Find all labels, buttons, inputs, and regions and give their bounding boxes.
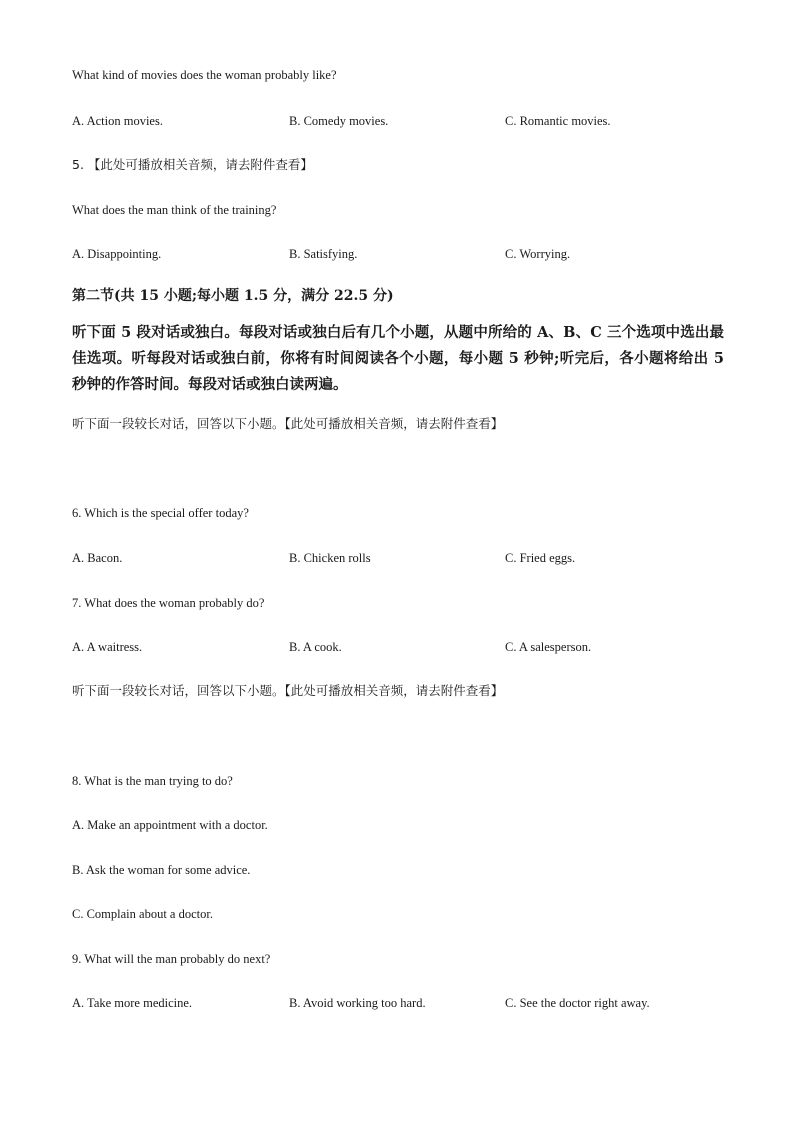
dialogue-intro-2: 听下面一段较长对话，回答以下小题。【此处可播放相关音频，请去附件查看】	[72, 683, 504, 698]
q8-question: 8. What is the man trying to do?	[72, 774, 233, 788]
q6-question: 6. Which is the special offer today?	[72, 506, 249, 520]
q4-option-b: B. Comedy movies.	[289, 114, 389, 128]
q8-option-a: A. Make an appointment with a doctor.	[72, 818, 268, 832]
q5-audio-note: 5. 【此处可播放相关音频，请去附件查看】	[72, 157, 313, 172]
q8-option-c: C. Complain about a doctor.	[72, 907, 213, 921]
q4-option-a: A. Action movies.	[72, 114, 163, 128]
q5-option-b: B. Satisfying.	[289, 247, 358, 261]
q9-option-a: A. Take more medicine.	[72, 996, 193, 1010]
section-instructions: 听下面 5 段对话或独白。每段对话或独白后有几个小题，从题中所给的 A、B、C 三个选项中选出最佳选项。听每段对话或独白前，你将有时间阅读各个小题，每小题 5 秒钟;听完后，各小题将给出 5 秒钟的作答时间。每段对话或独白读两遍。	[72, 324, 724, 393]
q6-option-b: B. Chicken rolls	[289, 551, 371, 565]
q4-question: What kind of movies does the woman probably like?	[72, 68, 337, 82]
q7-option-c: C. A salesperson.	[505, 640, 592, 654]
q6-option-c: C. Fried eggs.	[505, 551, 576, 565]
q6-option-a: A. Bacon.	[72, 551, 123, 565]
q7-option-b: B. A cook.	[289, 640, 342, 654]
dialogue-intro-1: 听下面一段较长对话，回答以下小题。【此处可播放相关音频，请去附件查看】	[72, 416, 504, 431]
section-title: 第二节(共 15 小题;每小题 1.5 分，满分 22.5 分)	[72, 288, 394, 304]
q4-option-c: C. Romantic movies.	[505, 114, 611, 128]
q8-option-b: B. Ask the woman for some advice.	[72, 863, 251, 877]
q9-question: 9. What will the man probably do next?	[72, 952, 271, 966]
q5-option-a: A. Disappointing.	[72, 247, 162, 261]
q7-option-a: A. A waitress.	[72, 640, 143, 654]
q5-option-c: C. Worrying.	[505, 247, 571, 261]
q9-option-b: B. Avoid working too hard.	[289, 996, 426, 1010]
q7-question: 7. What does the woman probably do?	[72, 596, 265, 610]
q5-question: What does the man think of the training?	[72, 203, 277, 217]
q9-option-c: C. See the doctor right away.	[505, 996, 650, 1010]
